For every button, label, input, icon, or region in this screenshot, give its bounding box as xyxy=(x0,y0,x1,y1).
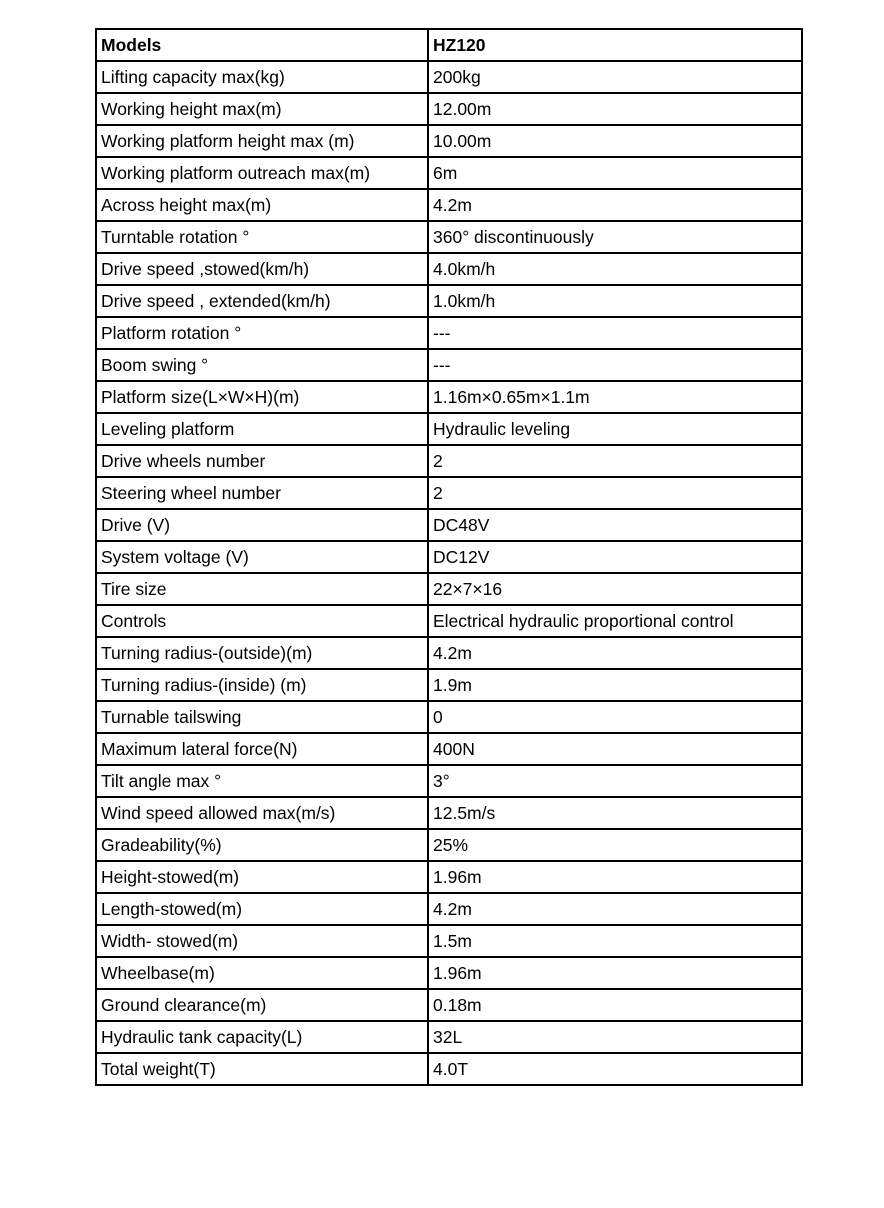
table-row xyxy=(96,477,802,509)
spec-value-cell: 1.0km/h xyxy=(428,285,802,317)
spec-label-cell: Turntable rotation ° xyxy=(96,221,428,253)
spec-label-cell: Hydraulic tank capacity(L) xyxy=(96,1021,428,1053)
spec-label-cell: Gradeability(%) xyxy=(96,829,428,861)
spec-value-cell: 10.00m xyxy=(428,125,802,157)
spec-label-cell: Drive speed ,stowed(km/h) xyxy=(96,253,428,285)
spec-value-cell: 12.5m/s xyxy=(428,797,802,829)
spec-label-cell: Drive (V) xyxy=(96,509,428,541)
table-row xyxy=(96,285,802,317)
spec-table-body xyxy=(96,29,802,1085)
header-model-cell: HZ120 xyxy=(428,29,802,61)
spec-label-cell: Turning radius-(inside) (m) xyxy=(96,669,428,701)
spec-label-cell: Width- stowed(m) xyxy=(96,925,428,957)
table-row xyxy=(96,381,802,413)
table-row xyxy=(96,317,802,349)
spec-label-cell: Total weight(T) xyxy=(96,1053,428,1085)
table-row xyxy=(96,541,802,573)
spec-value-cell: --- xyxy=(428,349,802,381)
spec-label-cell: Tire size xyxy=(96,573,428,605)
spec-label-cell: Height-stowed(m) xyxy=(96,861,428,893)
table-row xyxy=(96,413,802,445)
spec-value-cell: 2 xyxy=(428,477,802,509)
spec-label-cell: Drive speed , extended(km/h) xyxy=(96,285,428,317)
spec-label-cell: Working platform outreach max(m) xyxy=(96,157,428,189)
table-header-row xyxy=(96,29,802,61)
spec-value-cell: 200kg xyxy=(428,61,802,93)
spec-label-cell: Controls xyxy=(96,605,428,637)
spec-label-cell: Working platform height max (m) xyxy=(96,125,428,157)
table-row xyxy=(96,125,802,157)
table-row xyxy=(96,829,802,861)
spec-value-cell: 32L xyxy=(428,1021,802,1053)
table-row xyxy=(96,445,802,477)
spec-label-cell: Wind speed allowed max(m/s) xyxy=(96,797,428,829)
spec-label-cell: Working height max(m) xyxy=(96,93,428,125)
spec-value-cell: Hydraulic leveling xyxy=(428,413,802,445)
table-row xyxy=(96,509,802,541)
spec-label-cell: Wheelbase(m) xyxy=(96,957,428,989)
spec-label-cell: Steering wheel number xyxy=(96,477,428,509)
spec-value-cell: 2 xyxy=(428,445,802,477)
table-row xyxy=(96,349,802,381)
spec-value-cell: Electrical hydraulic proportional control xyxy=(428,605,802,637)
spec-label-cell: Lifting capacity max(kg) xyxy=(96,61,428,93)
table-row xyxy=(96,733,802,765)
spec-value-cell: 4.0T xyxy=(428,1053,802,1085)
spec-label-cell: Ground clearance(m) xyxy=(96,989,428,1021)
spec-label-cell: Drive wheels number xyxy=(96,445,428,477)
spec-value-cell: 0.18m xyxy=(428,989,802,1021)
spec-label-cell: Tilt angle max ° xyxy=(96,765,428,797)
spec-value-cell: 4.2m xyxy=(428,189,802,221)
spec-label-cell: System voltage (V) xyxy=(96,541,428,573)
table-row xyxy=(96,253,802,285)
spec-label-cell: Length-stowed(m) xyxy=(96,893,428,925)
spec-value-cell: 4.2m xyxy=(428,637,802,669)
spec-label-cell: Turning radius-(outside)(m) xyxy=(96,637,428,669)
spec-label-cell: Maximum lateral force(N) xyxy=(96,733,428,765)
spec-value-cell: 25% xyxy=(428,829,802,861)
spec-label-cell: Turnable tailswing xyxy=(96,701,428,733)
table-row xyxy=(96,605,802,637)
spec-value-cell: 4.0km/h xyxy=(428,253,802,285)
header-label-cell: Models xyxy=(96,29,428,61)
spec-value-cell: 1.16m×0.65m×1.1m xyxy=(428,381,802,413)
spec-value-cell: DC48V xyxy=(428,509,802,541)
spec-label-cell: Platform rotation ° xyxy=(96,317,428,349)
table-row xyxy=(96,61,802,93)
table-row xyxy=(96,989,802,1021)
table-row xyxy=(96,573,802,605)
table-row xyxy=(96,157,802,189)
table-row xyxy=(96,861,802,893)
table-row xyxy=(96,893,802,925)
table-row xyxy=(96,1021,802,1053)
table-row xyxy=(96,189,802,221)
spec-value-cell: 6m xyxy=(428,157,802,189)
spec-label-cell: Platform size(L×W×H)(m) xyxy=(96,381,428,413)
spec-value-cell: 360° discontinuously xyxy=(428,221,802,253)
table-row xyxy=(96,797,802,829)
spec-value-cell: 12.00m xyxy=(428,93,802,125)
table-row xyxy=(96,637,802,669)
table-row xyxy=(96,669,802,701)
spec-value-cell: 1.96m xyxy=(428,957,802,989)
spec-value-cell: --- xyxy=(428,317,802,349)
table-row xyxy=(96,701,802,733)
spec-value-cell: DC12V xyxy=(428,541,802,573)
table-row xyxy=(96,1053,802,1085)
table-row xyxy=(96,765,802,797)
spec-label-cell: Across height max(m) xyxy=(96,189,428,221)
spec-label-cell: Boom swing ° xyxy=(96,349,428,381)
table-row xyxy=(96,925,802,957)
spec-value-cell: 3° xyxy=(428,765,802,797)
spec-value-cell: 400N xyxy=(428,733,802,765)
table-row xyxy=(96,93,802,125)
table-row xyxy=(96,221,802,253)
spec-value-cell: 0 xyxy=(428,701,802,733)
spec-table xyxy=(95,28,803,1086)
spec-value-cell: 1.5m xyxy=(428,925,802,957)
spec-label-cell: Leveling platform xyxy=(96,413,428,445)
spec-value-cell: 22×7×16 xyxy=(428,573,802,605)
spec-value-cell: 4.2m xyxy=(428,893,802,925)
spec-value-cell: 1.9m xyxy=(428,669,802,701)
table-row xyxy=(96,957,802,989)
spec-value-cell: 1.96m xyxy=(428,861,802,893)
